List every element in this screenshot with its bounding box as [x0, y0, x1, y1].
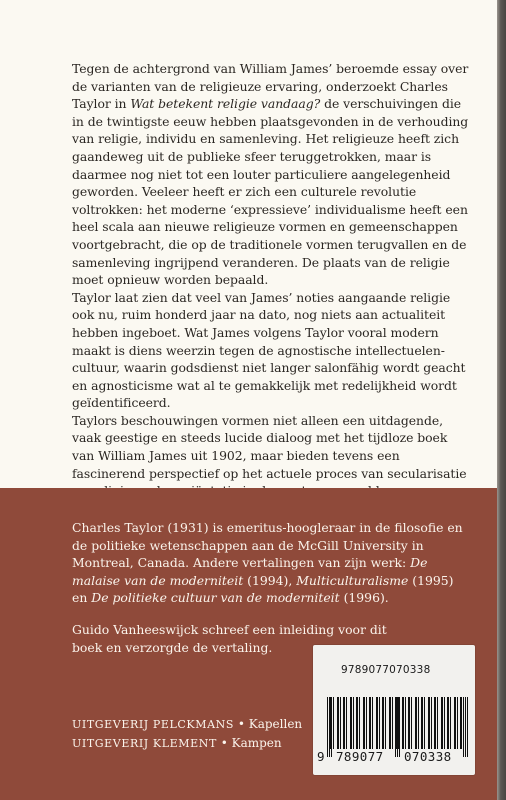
bio-text: (1994),	[243, 572, 297, 588]
barcode-guard-right	[463, 697, 468, 757]
blurb-paragraph-3: Taylors beschouwingen vormen niet alleen een uitdagende, vaak geestige en steeds lucide dialoog met het tijdloze boek van William James uit 1902, maar bieden tevens een fascinerend perspectief op het actuele proces van secularisatie	[72, 412, 467, 481]
publisher-line	[72, 734, 332, 753]
blurb-paragraph-1	[72, 60, 472, 289]
book-title: Wat betekent religie vandaag?	[130, 96, 321, 112]
isbn-number: 9789077070338	[341, 664, 431, 676]
work-title: Multiculturalisme	[296, 572, 409, 588]
bio-text: Charles Taylor (1931) is emeritus-hoogleraar in de filosofie en de politieke wetenschappen aan de McGill University in Montreal, Canada. Andere vertalingen van zijn werk:	[72, 520, 463, 571]
publisher-name: UITGEVERIJ PELCKMANS	[72, 718, 235, 731]
bio-text: (1995) en	[72, 572, 454, 606]
translator-note: Guido Vanheeswijck schreef een inleiding voor dit boek en verzorgde de vertaling.	[72, 622, 387, 655]
barcode-guard-middle	[395, 697, 400, 757]
book-blurb	[72, 60, 472, 500]
bio-text: (1996).	[339, 590, 389, 606]
author-bio	[72, 519, 472, 607]
work-title: De politieke cultuur van de moderniteit	[91, 590, 340, 606]
publisher-list	[72, 715, 332, 753]
separator-dot: •	[216, 736, 232, 750]
publisher-place: Kapellen	[248, 717, 303, 731]
publisher-name: UITGEVERIJ KLEMENT	[72, 737, 217, 750]
barcode-digit-group: 070338	[404, 749, 452, 764]
blurb-text: de verschuivingen die in de twintigste eeuw hebben plaatsgevonden in de verhouding van religie, individu en samenleving. Het religieuze heeft zich gaandeweg uit de publieke sfeer teruggetrokken, maar is daarmee nog niet tot een louter particuliere aangelegenheid geworden. Veeleer heeft er zich een culturele revolutie voltrokken: het moderne ‘expressieve’ individualisme heeft een heel scala aan nieuwe religieuze vormen en gemeenschappen voortgebracht, die op de traditionele vormen terugvallen en de samenleving ingrijpend veranderen. De plaats van de religie moet opnieuw worden bepaald.	[72, 96, 469, 288]
publisher-place: Kampen	[231, 736, 282, 750]
separator-dot: •	[234, 717, 249, 731]
publisher-line	[72, 715, 332, 734]
barcode-lead-digit: 9	[317, 749, 325, 764]
book-edge	[497, 0, 506, 800]
blurb-paragraph-2: Taylor laat zien dat veel van James’ noties aangaande religie ook nu, ruim honderd jaar na dato, nog niets aan actualiteit hebben ingeboet. Wat James volgens Taylor vooral modern maakt is diens weerzin tegen de agnostische intellectuelen-cultuur, waarin godsdienst niet langer salonfähig wordt geacht en agnosticisme wat al te gemakkelijk met redelijkheid wordt geïdentificeerd.	[72, 289, 466, 411]
work-title: De malaise van de moderniteit	[72, 555, 428, 588]
barcode-sticker	[313, 645, 475, 775]
blurb-text: Tegen de achtergrond van William James’ beroemde essay over de varianten van de religieuze ervaring, onderzoekt Charles Taylor in	[72, 61, 469, 112]
barcode-digit-group: 789077	[336, 749, 384, 764]
barcode-guard-left	[327, 697, 332, 757]
